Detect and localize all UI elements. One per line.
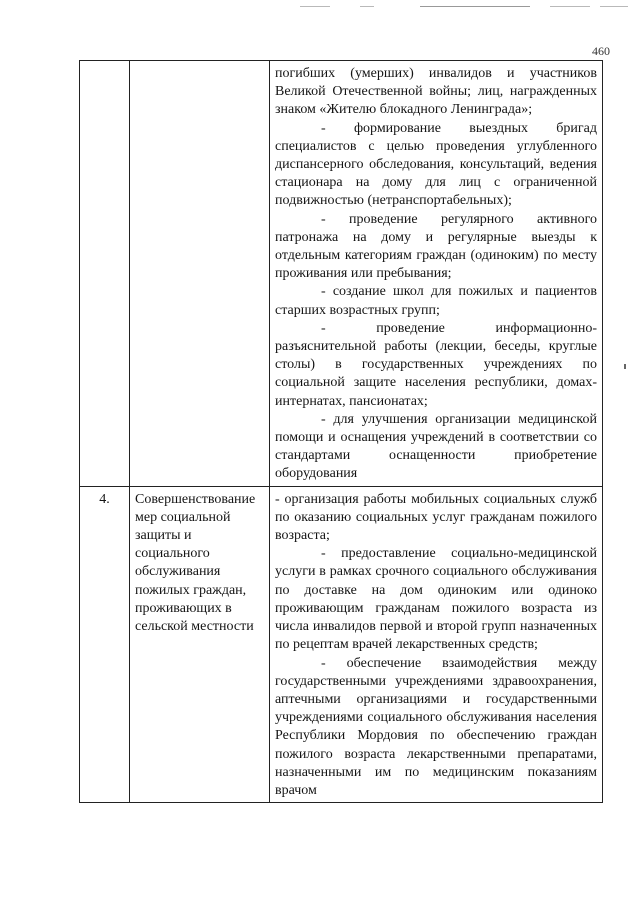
table-row: [80, 61, 603, 487]
description-paragraph: погибших (умерших) инвалидов и участников Великой Отечественной войны; лиц, награжденных знаком «Жителю блокадного Ленинграда»;: [275, 66, 597, 118]
description-paragraph: - для улучшения организации медицинской помощи и оснащения учреждений в соответствии со стандартами оснащенности приобретение оборудования: [275, 411, 597, 482]
description-paragraph: - создание школ для пожилых и пациентов старших возрастных групп;: [275, 284, 597, 318]
row-description: [270, 486, 603, 802]
scan-artifact-mark: [624, 364, 626, 369]
description-paragraph: - обеспечение взаимодействия между государственными учреждениями здравоохранения, аптечными организациями и государственными учреждениями социального обслуживания населения Республики Мордовия по обеспечению граждан пожилого возраста лекарственными препаратами, назначенными им по медицинским показаниям врачом: [275, 655, 597, 798]
row-title: Совершенствование мер социальной защиты и социального обслуживания пожилых граждан, проживающих в сельской местности: [130, 486, 270, 802]
row-number: [80, 61, 130, 487]
page-number: 460: [592, 44, 610, 58]
row-description: [270, 61, 603, 487]
description-paragraph: - предоставление социально-медицинской услуги в рамках срочного социального обслуживания по доставке на дом одиноким или одиноко проживающим гражданам пожилого возраста из числа инвалидов первой и второй групп назначенных по рецептам врачей лекарственных средств;: [275, 546, 597, 653]
description-paragraph: - организация работы мобильных социальных служб по оказанию социальных услуг гражданам пожилого возраста;: [275, 491, 597, 544]
document-table: [79, 60, 603, 803]
table-row: [80, 486, 603, 802]
description-paragraph: - проведение регулярного активного патронажа на дому и регулярные выезды к отдельным категориям граждан (одиноким) по месту проживания или пребывания;: [275, 211, 597, 282]
scan-artifact-header: [300, 0, 630, 10]
description-paragraph: - проведение информационно-разъяснительной работы (лекции, беседы, круглые столы) в государственных учреждениях по социальной защите населения республики, домах-интернатах, пансионатах;: [275, 320, 597, 409]
row-title: [130, 61, 270, 487]
row-number: 4.: [80, 486, 130, 802]
description-paragraph: - формирование выездных бригад специалистов с целью проведения углубленного диспансерного обследования, консультаций, ведения стационара на дому для лиц с ограниченной подвижностью (нетранспортабельных);: [275, 120, 597, 209]
